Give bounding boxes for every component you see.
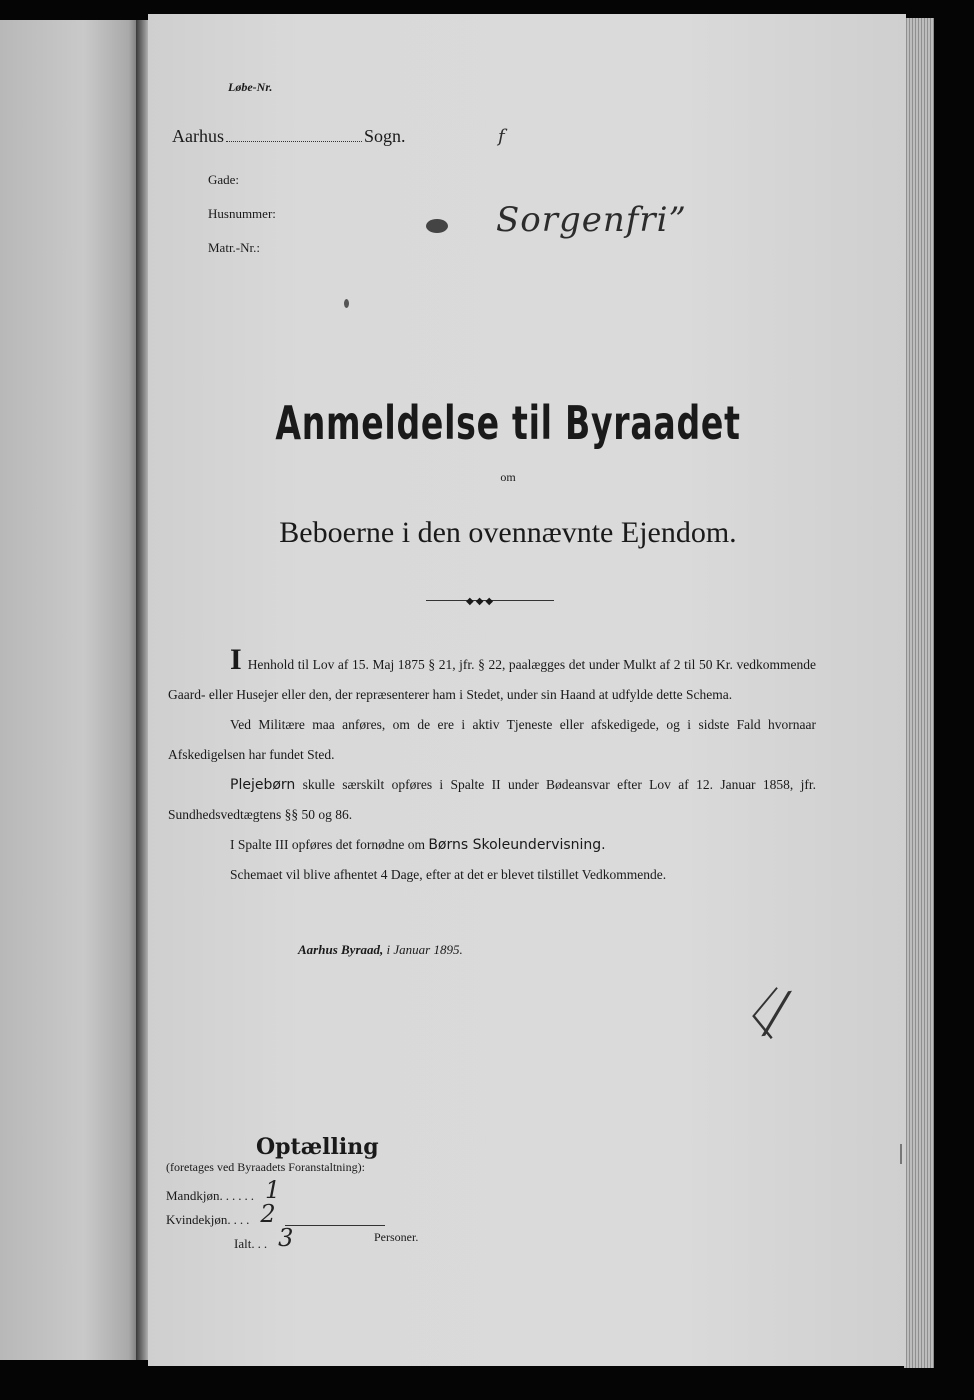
left-page-edge <box>0 20 140 1360</box>
paragraph-military: Ved Militære maa anføres, om de ere i aktiv Tjeneste eller afskedigede, og i sidste Fald hvornaar Afskedigelsen har fundet Sted. <box>168 717 816 762</box>
husnummer-label: Husnummer: <box>208 206 276 221</box>
page-title: Anmeldelse til Byraadet <box>275 396 741 450</box>
count-row-total: Ialt ... 3 <box>234 1224 294 1252</box>
total-label: Ialt <box>234 1236 252 1251</box>
document-page <box>148 14 906 1366</box>
count-row-women: Kvindekjøn .... 2 <box>166 1200 276 1228</box>
paragraph-foster-children <box>168 770 816 830</box>
persons-label: Personer. <box>374 1230 419 1244</box>
handwritten-scrawl: 〈⁄ <box>714 982 786 1055</box>
total-value: 3 <box>278 1224 294 1252</box>
schooling-term: Børns Skoleundervisning. <box>428 837 606 853</box>
issue-date: i Januar 1895. <box>383 942 463 957</box>
divider-ornament-icon: ◆◆◆ <box>466 596 496 607</box>
paragraph-schooling <box>168 830 816 860</box>
sogn-label: Sogn. <box>364 126 406 146</box>
foster-children-term: Plejebørn <box>230 777 296 793</box>
handwritten-street-name: Sorgenfri” <box>496 200 687 240</box>
lobe-nr-label: Løbe-Nr. <box>228 80 273 94</box>
women-value: 2 <box>260 1200 276 1228</box>
paragraph-collection: Schemaet vil blive afhentet 4 Dage, efter at det er blevet tilstillet Vedkommende. <box>230 867 667 882</box>
parish-fill-line <box>226 141 362 142</box>
drop-cap: I <box>230 643 242 676</box>
total-rule <box>285 1225 385 1226</box>
issuer-signature <box>298 942 463 958</box>
city-label: Aarhus <box>172 126 224 146</box>
page-subtitle: Beboerne i den ovennævnte Ejendom. <box>279 516 737 549</box>
matr-nr-label: Matr.-Nr.: <box>208 240 260 255</box>
ink-blot <box>426 219 448 233</box>
men-value: 1 <box>264 1176 281 1204</box>
instructions-text <box>168 643 816 890</box>
ink-spot <box>344 299 349 308</box>
handwritten-mark: f <box>498 126 505 147</box>
title-connector: om <box>500 470 516 484</box>
paragraph-law <box>168 643 816 710</box>
women-label: Kvindekjøn <box>166 1212 228 1227</box>
count-subtitle: (foretages ved Byraadets Foranstaltning): <box>166 1160 365 1174</box>
men-label: Mandkjøn <box>166 1188 220 1203</box>
issuer-name: Aarhus Byraad, <box>298 942 384 957</box>
page-stack-edge <box>904 18 934 1368</box>
gade-label: Gade: <box>208 172 240 187</box>
paragraph-law-text: Henhold til Lov af 15. Maj 1875 § 21, jfr. § 22, paalægges det under Mulkt af 2 til 50 Kr. vedkommende Gaard- eller Husejer eller den, der repræsenterer ham i Stedet, under sin Haand at udfylde dette Schema. <box>168 657 816 702</box>
schooling-text: I Spalte III opføres det fornødne om <box>230 837 429 852</box>
foster-children-text: skulle særskilt opføres i Spalte II under Bødeansvar efter Lov af 12. Januar 1858, jfr. Sundhedsvedtægtens §§ 50 og 86. <box>168 777 816 822</box>
margin-mark <box>900 1144 902 1164</box>
parish-line <box>172 126 406 147</box>
count-row-men: Mandkjøn ...... 1 <box>166 1176 281 1204</box>
count-title: Optælling <box>256 1134 379 1160</box>
